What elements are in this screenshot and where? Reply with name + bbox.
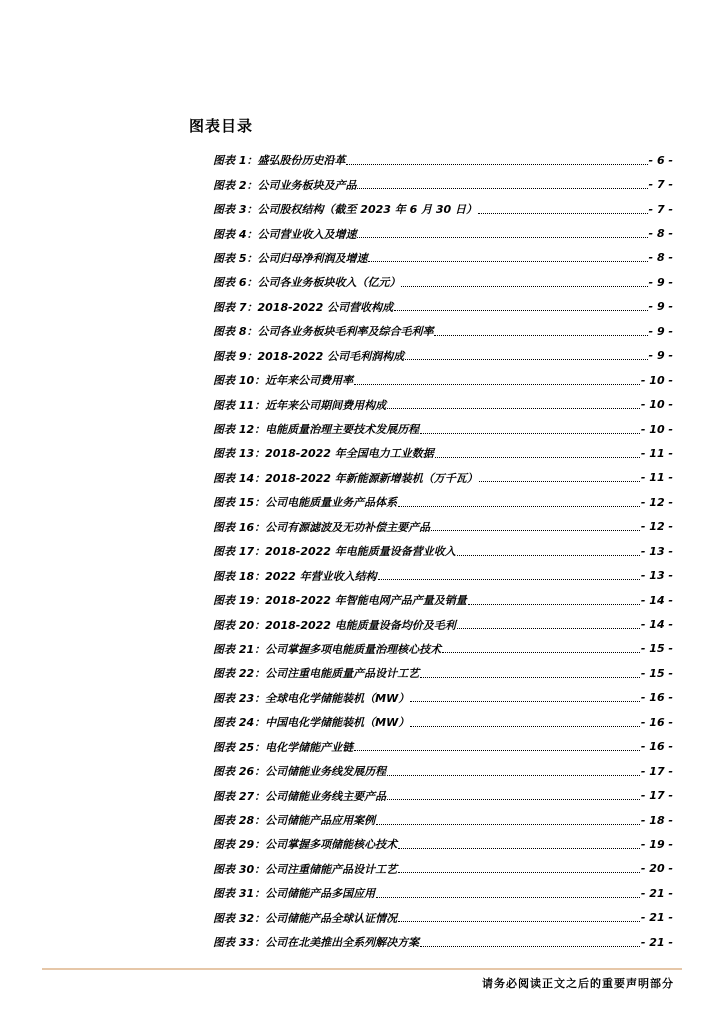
toc-entry-label: 图表 13：2018-2022 年全国电力工业数据 [213, 447, 434, 461]
toc-entry-label: 图表 28：公司储能产品应用案例 [213, 814, 376, 828]
toc-entry-label: 图表 12：电能质量治理主要技术发展历程 [213, 423, 420, 437]
toc-dot-leader [410, 701, 640, 702]
toc-entry-page: - 15 - [640, 666, 673, 680]
toc-entry-page: - 19 - [640, 837, 673, 851]
toc-entry[interactable] [213, 710, 673, 734]
toc-entry-label: 图表 2：公司业务板块及产品 [213, 178, 357, 192]
toc-entry-page: - 9 - [648, 349, 673, 363]
toc-entry[interactable] [213, 857, 673, 881]
toc-entry[interactable] [213, 832, 673, 856]
toc-dot-leader [405, 359, 647, 360]
footer-divider [42, 968, 682, 970]
toc-entry-label: 图表 8：公司各业务板块毛利率及综合毛利率 [213, 325, 434, 339]
toc-entry-page: - 10 - [640, 422, 673, 436]
toc-entry-page: - 15 - [640, 642, 673, 656]
toc-entry[interactable] [213, 515, 673, 539]
toc-entry[interactable] [213, 148, 673, 172]
toc-entry[interactable] [213, 270, 673, 294]
toc-entry[interactable] [213, 686, 673, 710]
toc-dot-leader [457, 628, 640, 629]
toc-dot-leader [398, 872, 640, 873]
toc-entry[interactable] [213, 759, 673, 783]
toc-title: 图表目录 [189, 117, 254, 135]
toc-entry[interactable] [213, 368, 673, 392]
toc-dot-leader [357, 237, 647, 238]
toc-entry[interactable] [213, 344, 673, 368]
toc-entry-label: 图表 22：公司注重电能质量产品设计工艺 [213, 667, 420, 681]
toc-entry-label: 图表 15：公司电能质量业务产品体系 [213, 496, 398, 510]
toc-entry-label: 图表 4：公司营业收入及增速 [213, 227, 357, 241]
toc-entry[interactable] [213, 319, 673, 343]
toc-entry-page: - 7 - [648, 202, 673, 216]
toc-dot-leader [387, 408, 640, 409]
toc-dot-leader [378, 579, 640, 580]
toc-entry-page: - 7 - [648, 178, 673, 192]
toc-entry-page: - 16 - [640, 715, 673, 729]
toc-entry-label: 图表 10：近年来公司费用率 [213, 374, 354, 388]
toc-dot-leader [354, 750, 640, 751]
toc-entry[interactable] [213, 637, 673, 661]
toc-entry-label: 图表 9：2018-2022 公司毛利润构成 [213, 349, 405, 363]
toc-entry[interactable] [213, 881, 673, 905]
toc-dot-leader [398, 506, 640, 507]
toc-dot-leader [478, 213, 648, 214]
toc-dot-leader [442, 652, 640, 653]
toc-entry[interactable] [213, 417, 673, 441]
toc-entry-page: - 14 - [640, 593, 673, 607]
toc-entry-page: - 12 - [640, 495, 673, 509]
toc-entry-label: 图表 16：公司有源滤波及无功补偿主要产品 [213, 520, 431, 534]
toc-entry[interactable] [213, 441, 673, 465]
toc-entry-page: - 12 - [640, 520, 673, 534]
toc-entry-page: - 8 - [648, 251, 673, 265]
toc-entry-label: 图表 21：公司掌握多项电能质量治理核心技术 [213, 642, 442, 656]
toc-entry[interactable] [213, 490, 673, 514]
toc-entry-page: - 16 - [640, 740, 673, 754]
toc-entry[interactable] [213, 808, 673, 832]
toc-entry-label: 图表 23：全球电化学储能装机（MW） [213, 691, 410, 705]
toc-dot-leader [398, 848, 640, 849]
toc-entry-label: 图表 5：公司归母净利润及增速 [213, 251, 368, 265]
footer-disclaimer: 请务必阅读正文之后的重要声明部分 [482, 977, 674, 990]
toc-entry[interactable] [213, 735, 673, 759]
toc-entry-label: 图表 32：公司储能产品全球认证情况 [213, 911, 398, 925]
toc-entry-page: - 11 - [640, 471, 673, 485]
toc-entry-label: 图表 3：公司股权结构（截至 2023 年 6 月 30 日） [213, 203, 478, 217]
toc-entry-label: 图表 14：2018-2022 年新能源新增装机（万千瓦） [213, 471, 478, 485]
toc-entry-page: - 20 - [640, 862, 673, 876]
toc-dot-leader [420, 946, 640, 947]
toc-dot-leader [394, 310, 647, 311]
toc-entry[interactable] [213, 539, 673, 563]
toc-entry-page: - 17 - [640, 789, 673, 803]
toc-entry-label: 图表 30：公司注重储能产品设计工艺 [213, 862, 398, 876]
toc-entry[interactable] [213, 466, 673, 490]
toc-dot-leader [357, 188, 647, 189]
toc-entry-label: 图表 18：2022 年营业收入结构 [213, 569, 377, 583]
toc-entry[interactable] [213, 295, 673, 319]
toc-entry[interactable] [213, 930, 673, 954]
toc-entry[interactable] [213, 392, 673, 416]
toc-entry[interactable] [213, 172, 673, 196]
toc-dot-leader [420, 677, 640, 678]
toc-entry[interactable] [213, 906, 673, 930]
toc-dot-leader [401, 286, 647, 287]
toc-entry-page: - 10 - [640, 373, 673, 387]
toc-entry-page: - 11 - [640, 446, 673, 460]
toc-dot-leader [468, 604, 640, 605]
toc-entry-label: 图表 20：2018-2022 电能质量设备均价及毛利 [213, 618, 456, 632]
toc-entry-page: - 8 - [648, 227, 673, 241]
toc-entry-label: 图表 7：2018-2022 公司营收构成 [213, 300, 394, 314]
toc-entry-label: 图表 25：电化学储能产业链 [213, 740, 354, 754]
toc-entry-page: - 21 - [640, 886, 673, 900]
toc-entry[interactable] [213, 661, 673, 685]
toc-entry-label: 图表 6：公司各业务板块收入（亿元） [213, 276, 401, 290]
toc-dot-leader [354, 384, 640, 385]
toc-entry[interactable] [213, 246, 673, 270]
toc-entry-label: 图表 17：2018-2022 年电能质量设备营业收入 [213, 545, 456, 559]
toc-entry-page: - 13 - [640, 569, 673, 583]
toc-entry-page: - 9 - [648, 300, 673, 314]
toc-entry-label: 图表 24：中国电化学储能装机（MW） [213, 716, 410, 730]
toc-entry[interactable] [213, 221, 673, 245]
toc-dot-leader [376, 824, 640, 825]
toc-dot-leader [434, 335, 647, 336]
toc-dot-leader [435, 457, 640, 458]
toc-dot-leader [410, 726, 640, 727]
toc-entry-label: 图表 29：公司掌握多项储能核心技术 [213, 838, 398, 852]
toc-entry[interactable] [213, 588, 673, 612]
toc-entry[interactable] [213, 563, 673, 587]
toc-entry-page: - 9 - [648, 324, 673, 338]
toc-entry-page: - 10 - [640, 398, 673, 412]
toc-dot-leader [387, 799, 640, 800]
toc-entry-page: - 13 - [640, 544, 673, 558]
toc-entry[interactable] [213, 197, 673, 221]
toc-entry-label: 图表 31：公司储能产品多国应用 [213, 887, 376, 901]
toc-entry-label: 图表 11：近年来公司期间费用构成 [213, 398, 387, 412]
toc-dot-leader [420, 433, 640, 434]
toc-entry-page: - 16 - [640, 691, 673, 705]
toc-dot-leader [457, 555, 640, 556]
toc-list [213, 148, 673, 954]
toc-entry[interactable] [213, 612, 673, 636]
toc-entry-page: - 21 - [640, 935, 673, 949]
toc-entry-page: - 6 - [648, 153, 673, 167]
toc-entry-page: - 21 - [640, 911, 673, 925]
toc-entry-label: 图表 26：公司储能业务线发展历程 [213, 765, 387, 779]
toc-entry-label: 图表 33：公司在北美推出全系列解决方案 [213, 936, 420, 950]
toc-entry-page: - 14 - [640, 618, 673, 632]
toc-entry-label: 图表 1：盛弘股份历史沿革 [213, 154, 346, 168]
toc-entry-label: 图表 19：2018-2022 年智能电网产品产量及销量 [213, 594, 467, 608]
toc-dot-leader [431, 530, 640, 531]
toc-dot-leader [479, 481, 640, 482]
toc-dot-leader [346, 164, 647, 165]
toc-entry-page: - 18 - [640, 813, 673, 827]
toc-entry-page: - 17 - [640, 764, 673, 778]
toc-entry-label: 图表 27：公司储能业务线主要产品 [213, 789, 387, 803]
toc-dot-leader [376, 897, 640, 898]
toc-dot-leader [387, 775, 640, 776]
toc-entry[interactable] [213, 783, 673, 807]
toc-dot-leader [398, 921, 640, 922]
toc-dot-leader [368, 261, 647, 262]
toc-entry-page: - 9 - [648, 275, 673, 289]
